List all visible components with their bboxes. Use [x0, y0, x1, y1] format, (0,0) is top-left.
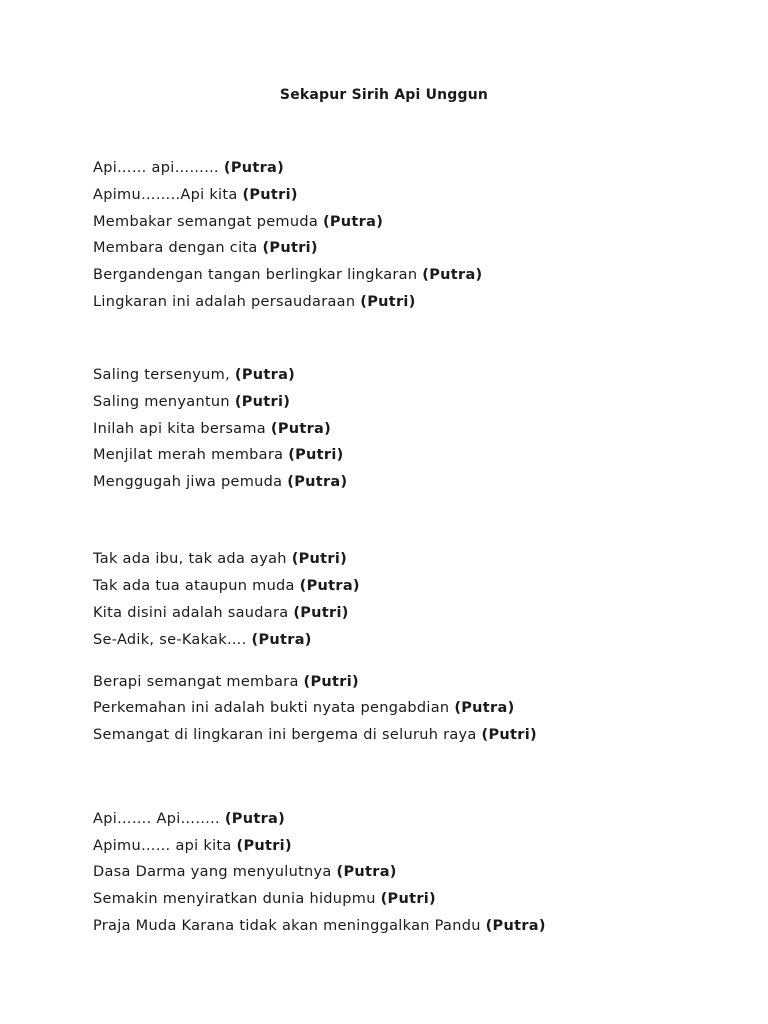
- line-text: Api……. Api……..: [93, 811, 225, 827]
- line-text: Tak ada tua ataupun muda: [93, 578, 300, 594]
- line-text: Semangat di lingkaran ini bergema di seluruh raya: [93, 727, 482, 743]
- line-text: Saling menyantun: [93, 394, 235, 410]
- line-text: Se-Adik, se-Kakak….: [93, 632, 252, 648]
- poem-line: [93, 576, 360, 596]
- line-text: Apimu…… api kita: [93, 838, 237, 854]
- speaker-label: (Putri): [236, 838, 292, 854]
- line-text: Lingkaran ini adalah persaudaraan: [93, 294, 361, 310]
- poem-line: [93, 672, 359, 692]
- speaker-label: (Putra): [454, 700, 515, 716]
- line-text: Praja Muda Karana tidak akan meninggalkan Pandu: [93, 918, 486, 934]
- line-text: Kita disini adalah saudara: [93, 605, 294, 621]
- poem-line: [93, 809, 285, 829]
- speaker-label: (Putri): [242, 187, 298, 203]
- document-title: Sekapur Sirih Api Unggun: [279, 87, 489, 103]
- line-text: Dasa Darma yang menyulutnya: [93, 864, 337, 880]
- poem-line: [93, 549, 347, 569]
- poem-line: [93, 392, 290, 412]
- speaker-label: (Putri): [293, 605, 349, 621]
- line-text: Menggugah jiwa pemuda: [93, 474, 288, 490]
- speaker-label: (Putri): [380, 891, 436, 907]
- poem-line: [93, 630, 312, 650]
- line-text: Perkemahan ini adalah bukti nyata pengabdian: [93, 700, 455, 716]
- poem-line: [93, 725, 537, 745]
- speaker-label: (Putra): [224, 811, 286, 827]
- line-text: Api…… api………: [93, 160, 224, 176]
- speaker-label: (Putra): [223, 160, 285, 176]
- speaker-label: (Putra): [287, 474, 348, 490]
- line-text: Membara dengan cita: [93, 240, 263, 256]
- line-text: Bergandengan tangan berlingkar lingkaran: [93, 267, 423, 283]
- poem-line: [93, 292, 416, 312]
- poem-line: [93, 472, 347, 492]
- line-text: Membakar semangat pemuda: [93, 214, 323, 230]
- line-text: Inilah api kita bersama: [93, 421, 271, 437]
- line-text: Saling tersenyum,: [93, 367, 235, 383]
- speaker-label: (Putra): [299, 578, 360, 594]
- speaker-label: (Putri): [481, 727, 537, 743]
- speaker-label: (Putra): [234, 367, 296, 383]
- poem-line: [93, 445, 344, 465]
- speaker-label: (Putra): [251, 632, 312, 648]
- speaker-label: (Putri): [291, 551, 348, 567]
- speaker-label: (Putri): [360, 294, 416, 310]
- line-text: Semakin menyiratkan dunia hidupmu: [93, 891, 381, 907]
- line-text: Tak ada ibu, tak ada ayah: [93, 551, 292, 567]
- poem-line: [93, 916, 546, 936]
- speaker-label: (Putri): [288, 447, 344, 463]
- poem-line: [93, 185, 298, 205]
- speaker-label: (Putra): [485, 918, 546, 934]
- speaker-label: (Putra): [322, 214, 384, 230]
- poem-line: [93, 158, 284, 178]
- poem-line: [93, 238, 318, 258]
- line-text: Menjilat merah membara: [93, 447, 289, 463]
- poem-line: [93, 862, 397, 882]
- poem-line: [93, 889, 436, 909]
- line-text: Berapi semangat membara: [93, 674, 304, 690]
- speaker-label: (Putra): [336, 864, 397, 880]
- speaker-label: (Putri): [303, 674, 359, 690]
- speaker-label: (Putri): [234, 394, 291, 410]
- speaker-label: (Putri): [262, 240, 318, 256]
- poem-line: [93, 603, 349, 623]
- speaker-label: (Putra): [270, 421, 332, 437]
- poem-line: [93, 365, 295, 385]
- poem-line: [93, 836, 292, 856]
- line-text: Apimu……..Api kita: [93, 187, 243, 203]
- poem-line: [93, 265, 482, 285]
- poem-line: [93, 212, 383, 232]
- poem-line: [93, 419, 331, 439]
- speaker-label: (Putra): [422, 267, 483, 283]
- poem-line: [93, 698, 515, 718]
